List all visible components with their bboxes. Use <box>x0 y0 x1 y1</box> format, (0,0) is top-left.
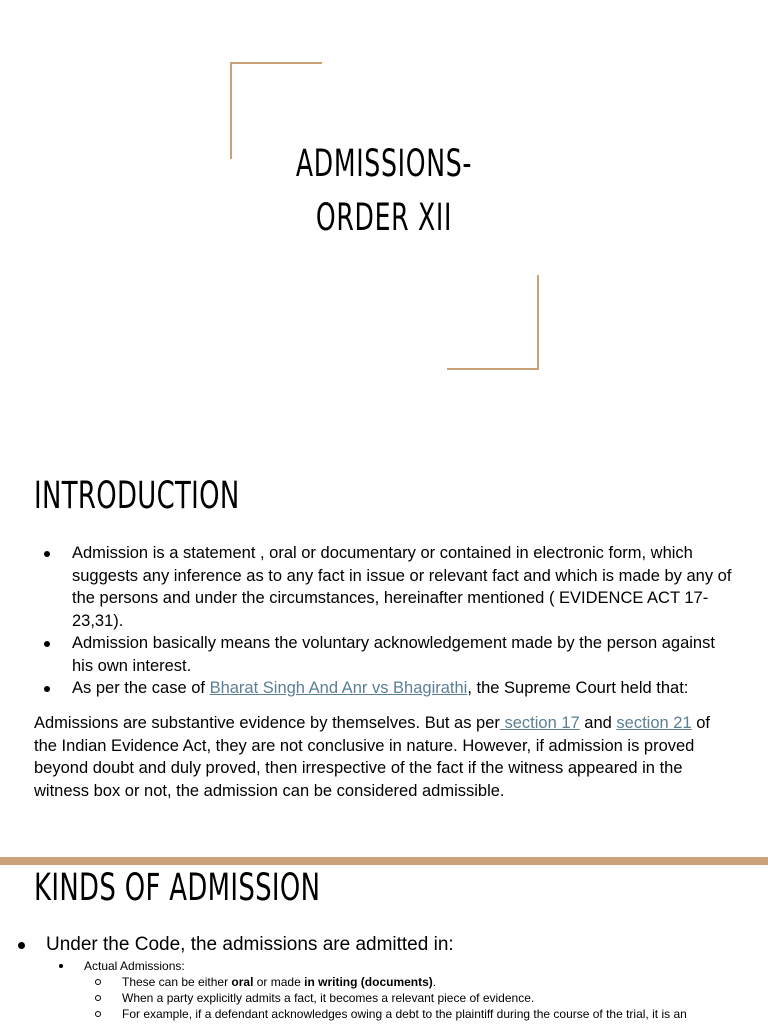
bullet-text-suffix: , the Supreme Court held that: <box>467 679 689 697</box>
introduction-bullet-list <box>34 542 736 700</box>
bullet-text-prefix: As per the case of <box>72 679 210 697</box>
ring-bullet-icon <box>95 995 101 1001</box>
item-text: For example, if a defendant acknowledges owing a debt to the plaintiff during the course of the trial, it is an <box>122 1007 687 1021</box>
introduction-paragraph <box>34 712 736 802</box>
bullet-icon <box>59 964 63 968</box>
item-text-bold-oral: oral <box>231 975 254 989</box>
bullet-text: Under the Code, the admissions are admitted in: <box>46 934 454 955</box>
bullet-icon <box>44 551 50 557</box>
section-divider <box>0 857 768 865</box>
list-item <box>34 632 736 677</box>
item-text-bold-writing: in writing (documents) <box>304 975 433 989</box>
item-text <box>122 974 436 990</box>
bullet-icon <box>18 942 25 949</box>
item-text-mid: or made <box>253 975 305 989</box>
case-link-bharat-singh[interactable]: Bharat Singh And Anr vs Bhagirathi <box>209 679 468 697</box>
introduction-heading: INTRODUCTION <box>34 474 240 517</box>
item-text-prefix: These can be either <box>122 975 232 989</box>
bullet-icon <box>44 686 50 692</box>
ring-bullet-icon <box>95 1011 101 1017</box>
list-item <box>34 542 736 632</box>
bullet-icon <box>44 641 50 647</box>
bullet-text: Admission basically means the voluntary acknowledgement made by the person against his own interest. <box>72 634 715 675</box>
paragraph-text: of the Indian Evidence Act, they are not conclusive in nature. However, if admission is proved beyond doubt and duly proved, then irrespective of the fact if the witness appeared in the witness box or not, the admission can be considered admissible. <box>34 714 710 800</box>
list-item <box>34 677 736 700</box>
section-17-link[interactable]: section 17 <box>499 714 580 732</box>
title-line-2: ORDER XII <box>315 196 453 239</box>
bullet-text: Actual Admissions: <box>84 959 185 973</box>
item-text-suffix: . <box>432 975 437 989</box>
bullet-text: Admission is a statement , oral or documentary or contained in electronic form, which suggests any inference as to any fact in issue or relevant fact and which is made by any of the persons and under the circumstances, hereinafter mentioned ( EVIDENCE ACT 17-23,31). <box>72 544 732 630</box>
section-21-link[interactable]: section 21 <box>616 714 692 732</box>
paragraph-text: and <box>579 714 617 732</box>
item-text: When a party explicitly admits a fact, it becomes a relevant piece of evidence. <box>122 991 535 1005</box>
title-line-1: ADMISSIONS- <box>295 142 473 185</box>
ring-bullet-icon <box>95 979 101 985</box>
kinds-heading: KINDS OF ADMISSION <box>34 866 321 909</box>
paragraph-text: Admissions are substantive evidence by themselves. But as per <box>34 714 500 732</box>
corner-bracket-bottom-right <box>447 275 539 370</box>
